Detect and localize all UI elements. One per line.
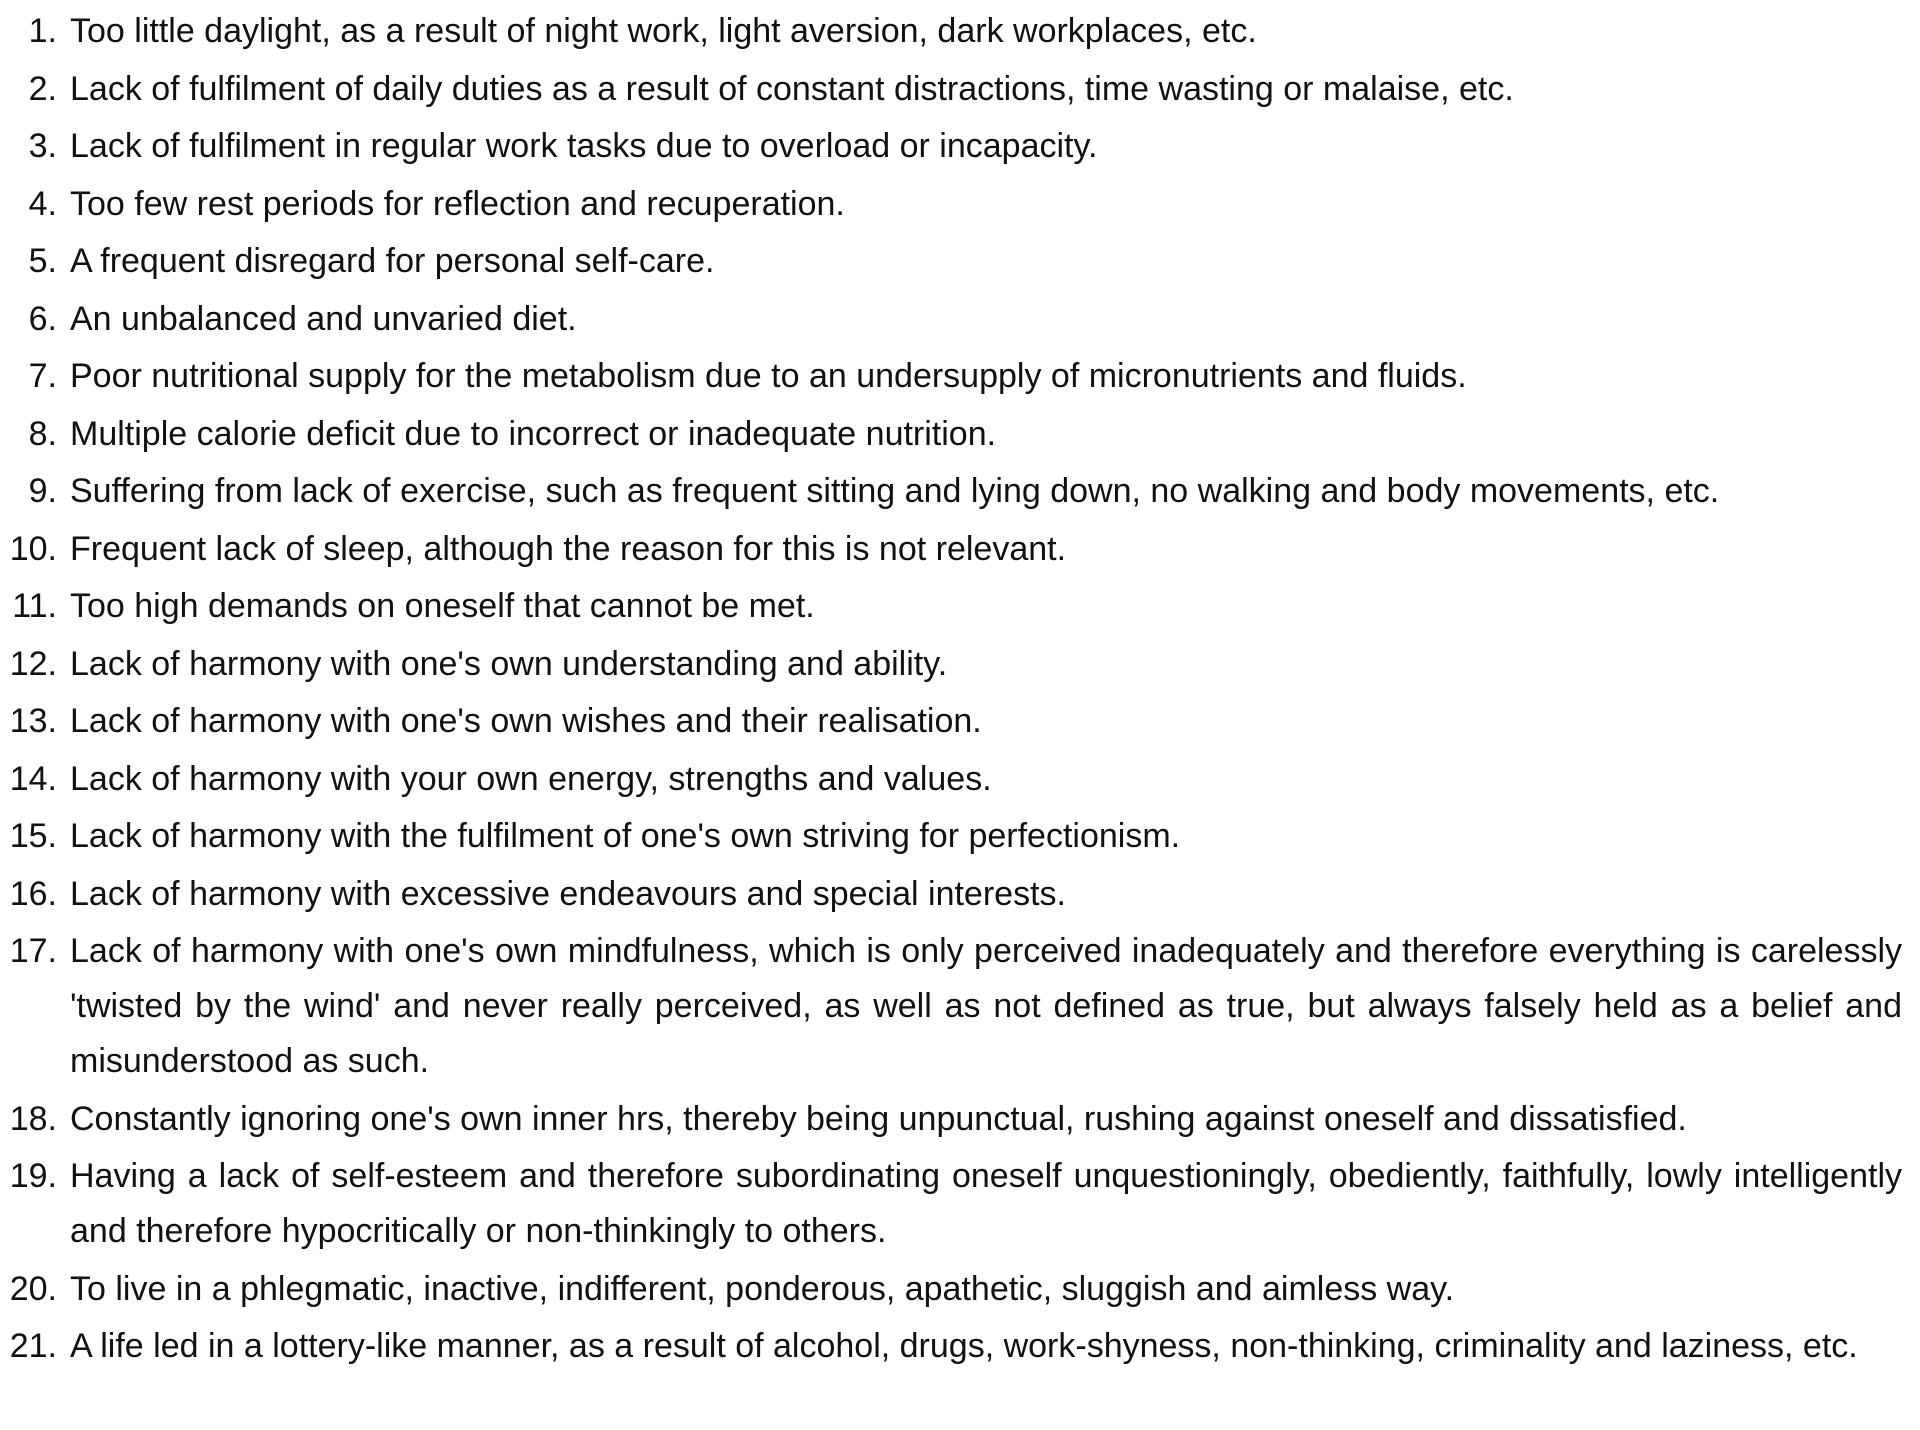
list-item-text: Constantly ignoring one's own inner hrs, thereby being unpunctual, rushing against oneself and dissatisfied. — [70, 1099, 1687, 1138]
list-item-number: 3. — [28, 127, 57, 165]
list-item-number: 13. — [9, 702, 57, 740]
list-item-text: Lack of fulfilment in regular work tasks due to overload or incapacity. — [70, 127, 1098, 165]
list-item-text: Lack of harmony with your own energy, strengths and values. — [70, 759, 992, 798]
list-item-text: An unbalanced and unvaried diet. — [70, 299, 577, 338]
list-item — [0, 752, 1902, 807]
list-item-number: 15. — [9, 817, 57, 855]
list-item-number: 2. — [28, 69, 57, 108]
list-item-text: A life led in a lottery-like manner, as a result of alcohol, drugs, work-shyness, non-thinking, criminality and laziness, etc. — [70, 1327, 1858, 1365]
list-item-number: 16. — [9, 874, 57, 913]
list-item-text: Lack of harmony with one's own wishes and their realisation. — [70, 702, 982, 740]
list-item-text: Lack of harmony with one's own mindfulness, which is only perceived inadequately and therefore everything is carelessly 'twisted by the wind' and never really perceived, as well as not defined as true, but always falsely held as a belief and misunderstood as such. — [70, 932, 1902, 1080]
list-item — [0, 62, 1902, 117]
list-item-text: Lack of harmony with the fulfilment of one's own striving for perfectionism. — [70, 817, 1181, 855]
list-item — [0, 579, 1902, 634]
list-item-text: Frequent lack of sleep, although the reason for this is not relevant. — [70, 529, 1067, 568]
list-item — [0, 349, 1902, 404]
list-item-number: 5. — [28, 242, 57, 280]
list-item-number: 9. — [28, 472, 57, 510]
list-item — [0, 1092, 1902, 1147]
list-item-number: 18. — [9, 1099, 57, 1138]
list-item-number: 1. — [28, 12, 57, 50]
list-item-number: 7. — [28, 357, 57, 395]
list-item — [0, 407, 1902, 462]
list-item — [0, 292, 1902, 347]
list-item-text: Lack of harmony with one's own understanding and ability. — [70, 644, 948, 683]
list-item — [0, 119, 1902, 174]
list-item — [0, 694, 1902, 749]
list-item — [0, 809, 1902, 864]
list-item-number: 12. — [9, 644, 57, 683]
list-item — [0, 177, 1902, 232]
list-item — [0, 1262, 1902, 1317]
list-item-number: 11. — [12, 587, 57, 625]
list-item-number: 14. — [9, 759, 57, 798]
list-item-text: A frequent disregard for personal self-care. — [70, 242, 715, 280]
list-item — [0, 637, 1902, 692]
list-item-text: Poor nutritional supply for the metabolism due to an undersupply of micronutrients and fluids. — [70, 357, 1467, 395]
list-item — [0, 234, 1902, 289]
list-item — [0, 1149, 1902, 1259]
list-item-text: Too little daylight, as a result of night work, light aversion, dark workplaces, etc. — [70, 12, 1257, 50]
list-item-number: 10. — [9, 529, 57, 568]
numbered-list — [0, 4, 1902, 1377]
list-item — [0, 4, 1902, 59]
list-item-text: To live in a phlegmatic, inactive, indifferent, ponderous, apathetic, sluggish and aimless way. — [70, 1269, 1455, 1308]
list-item-text: Too few rest periods for reflection and recuperation. — [70, 184, 845, 223]
list-item-number: 17. — [9, 932, 57, 970]
list-item-text: Multiple calorie deficit due to incorrect or inadequate nutrition. — [70, 414, 997, 453]
list-item — [0, 924, 1902, 1089]
list-item — [0, 464, 1902, 519]
list-item-text: Lack of fulfilment of daily duties as a result of constant distractions, time wasting or malaise, etc. — [70, 69, 1514, 108]
list-item-number: 6. — [28, 299, 57, 338]
list-item-text: Suffering from lack of exercise, such as frequent sitting and lying down, no walking and body movements, etc. — [70, 472, 1720, 510]
list-item-number: 19. — [9, 1157, 57, 1195]
list-item — [0, 522, 1902, 577]
list-item-number: 20. — [9, 1269, 57, 1308]
list-item-number: 8. — [28, 414, 57, 453]
list-item-text: Too high demands on oneself that cannot be met. — [70, 587, 815, 625]
list-item-number: 4. — [28, 184, 57, 223]
list-item-number: 21. — [9, 1327, 57, 1365]
list-item-text: Having a lack of self-esteem and therefore subordinating oneself unquestioningly, obediently, faithfully, lowly intelligently and therefore hypocritically or non-thinkingly to others. — [70, 1157, 1902, 1250]
list-item-text: Lack of harmony with excessive endeavours and special interests. — [70, 874, 1066, 913]
list-item — [0, 1319, 1902, 1374]
list-item — [0, 867, 1902, 922]
